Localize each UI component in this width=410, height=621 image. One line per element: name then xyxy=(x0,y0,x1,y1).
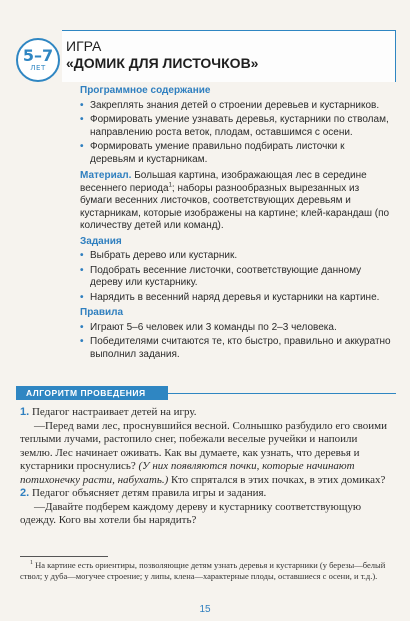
step-text: Педагог настраивает детей на игру. xyxy=(31,406,197,418)
algorithm-heading: АЛГОРИТМ ПРОВЕДЕНИЯ xyxy=(16,386,168,400)
bullet-icon: • xyxy=(80,264,84,276)
rules-heading: Правила xyxy=(80,307,124,318)
material-text: Большая картина, изображающая лес в середине весеннего периода xyxy=(80,170,367,194)
step-text: Педагог объясняет детям правила игры и задания. xyxy=(31,487,267,499)
algorithm-steps xyxy=(20,406,392,528)
bullet-icon: • xyxy=(80,336,84,347)
page-number: 15 xyxy=(199,604,211,615)
game-label: ИГРА xyxy=(66,38,102,54)
footnote-text: На картине есть ориентиры, позволяющие детям узнать деревья и кустарники (у березы—белый ствол; у дуба—могучее строение; у липы, клена—характерные плоды, оставшиеся с осени, и т.д.). xyxy=(20,560,386,581)
program-item: • Формировать умение правильно подбирать листочки к деревьям и кустарникам. xyxy=(80,141,345,165)
footnote-mark: 1 xyxy=(30,560,33,567)
bullet-icon: • xyxy=(80,141,84,152)
task-item: • Нарядить в весенний наряд деревья и кустарники на картине. xyxy=(80,291,380,303)
footnote-divider xyxy=(20,556,108,557)
program-item: • Закреплять знания детей о строении деревьев и кустарников. xyxy=(80,99,380,111)
program-item: • Формировать умение узнавать деревья, кустарники по стволам, направлению роста веток, плодам, оставшимся с осени. xyxy=(80,114,389,138)
material-text-cont: ; наборы разнообразных вырезанных из бумаги весенних листочков, соответствующих деревьям и кустарникам, которые изображены на картине; клей-карандаш (по количеству детей или команд). xyxy=(80,182,390,231)
material-label: Материал. xyxy=(80,170,132,181)
step-2-speech: —Давайте подберем каждому дереву и кустарнику соответствующую одежду. Кого вы хотели бы нарядить? xyxy=(20,500,362,526)
step-1 xyxy=(20,406,392,420)
age-unit: ЛЕТ xyxy=(30,63,46,72)
bullet-icon: • xyxy=(80,250,84,261)
program-heading: Программное содержание xyxy=(80,85,211,96)
task-item: • Выбрать дерево или кустарник. xyxy=(80,250,238,261)
bullet-icon: • xyxy=(80,291,84,303)
step-1-answer: (У них появляются почки, которые начинают потихонечку расти, набухать.) xyxy=(20,460,355,486)
step-1-speech: —Перед вами лес, проснувшийся весной. Солнышко разбудило его своими теплыми лучами, растопило снег, побежали веселые ручейки и напоили землю. Лес начинает оживать. Как вы думаете, как узнать, что деревья и кустарники проснулись? (У них появляются почки, которые начинают потихонечку расти, набухать.) Кто спрятался в этих почках, в этих домиках? xyxy=(20,419,387,486)
bullet-icon: • xyxy=(80,99,84,111)
tasks-heading: Задания xyxy=(80,235,122,247)
bullet-icon: • xyxy=(80,114,84,125)
step-number: 2. xyxy=(20,487,30,499)
footnote-ref: 1 xyxy=(168,182,172,189)
bullet-icon: • xyxy=(80,321,84,333)
age-badge xyxy=(16,38,60,82)
game-description xyxy=(80,82,392,361)
rule-item: • Играют 5–6 человек или 3 команды по 2–3 человека. xyxy=(80,321,337,333)
footnote xyxy=(20,560,392,581)
task-item: • Подобрать весенние листочки, соответствующие данному дереву или кустарнику. xyxy=(80,264,362,288)
step-number: 1. xyxy=(20,406,30,418)
material-paragraph xyxy=(80,170,392,233)
game-title: «ДОМИК ДЛЯ ЛИСТОЧКОВ» xyxy=(66,55,259,71)
step-2 xyxy=(20,487,392,501)
age-number: 5–7 xyxy=(22,45,54,65)
divider xyxy=(168,393,396,394)
rule-item: • Победителями считаются те, кто быстро, правильно и аккуратно выполнил задания. xyxy=(80,336,391,360)
algorithm-header xyxy=(16,386,396,400)
